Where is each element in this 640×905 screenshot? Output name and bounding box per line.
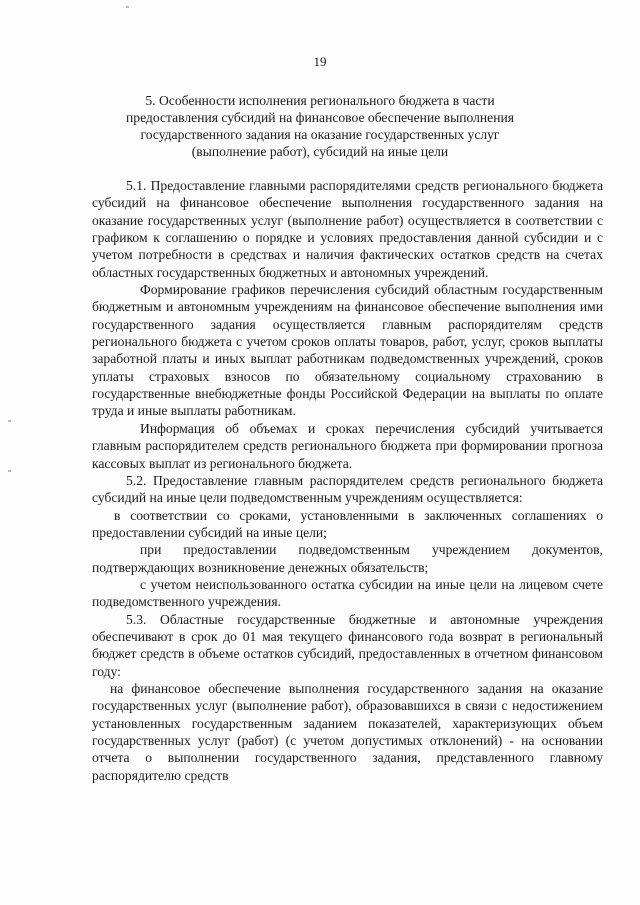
paragraph-5-2: 5.2. Предоставление главным распорядителем средств регионального бюджета субсидий на иные цели подведомственным учреждениям осуществляется:	[92, 472, 603, 506]
document-body	[92, 177, 603, 784]
list-item-balance: с учетом неиспользованного остатка субсидии на иные цели на лицевом счете подведомственного учреждения.	[92, 576, 603, 610]
scan-speck	[126, 6, 129, 8]
scan-speck	[8, 420, 11, 422]
heading-line: 5. Особенности исполнения регионального бюджета в части	[145, 93, 495, 108]
heading-line: государственного задания на оказание государственных услуг	[140, 127, 500, 142]
heading-line: предоставления субсидий на финансовое обеспечение выполнения	[126, 110, 514, 125]
paragraph-schedule: Формирование графиков перечисления субсидий областным государственным бюджетным и автономным учреждениям на финансовое обеспечение выполнения ими государственного задания осуществляется главным распорядителям средств регионального бюджета с учетом сроков оплаты товаров, работ, услуг, сроков выплаты заработной платы и иных выплат работникам подведомственных учреждений, сроков уплаты страховых взносов по обязательному социальному страхованию в государственные внебюджетные фонды Российской Федерации на выплаты по оплате труда и иные выплаты работникам.	[92, 282, 603, 419]
list-item-documents: при предоставлении подведомственным учреждением документов, подтверждающих возникновение денежных обязательств;	[92, 542, 603, 575]
paragraph-5-1: 5.1. Предоставление главными распорядителями средств регионального бюджета субсидий на финансовое обеспечение выполнения государственного задания на оказание государственных услуг (выполнение работ) осуществляется в соответствии с графиком к соглашению о порядке и условиях предоставления данной субсидии и с учетом потребности в средствах и наличия фактических остатков средств на счетах областных государственных бюджетных и автономных учреждений.	[92, 178, 603, 280]
paragraph-information: Информация об объемах и сроках перечисления субсидий учитывается главным распорядителем средств регионального бюджета при формировании прогноза кассовых выплат из регионального бюджета.	[92, 420, 603, 471]
section-heading	[100, 92, 540, 160]
list-item-deadlines: в соответствии со сроками, установленными в заключенных соглашениях о предоставлении субсидий на иные цели;	[92, 507, 603, 540]
page-number: 19	[313, 54, 327, 69]
heading-line: (выполнение работ), субсидий на иные цели	[191, 144, 449, 159]
list-item-state-task: на финансовое обеспечение выполнения государственного задания на оказание государственных услуг (выполнение работ), образовавшихся в связи с недостижением установленных государственным заданием показателей, характеризующих объем государственных услуг (работ) (с учетом допустимых отклонений) - на основании отчета о выполнении государственного задания, представленного главному распорядителю средств	[92, 680, 603, 783]
scan-speck	[8, 470, 11, 472]
paragraph-5-3: 5.3. Областные государственные бюджетные и автономные учреждения обеспечивают в срок до 01 мая текущего финансового года возврат в региональный бюджет средств в объеме остатков субсидий, предоставленных в отчетном финансовом году:	[92, 611, 603, 679]
